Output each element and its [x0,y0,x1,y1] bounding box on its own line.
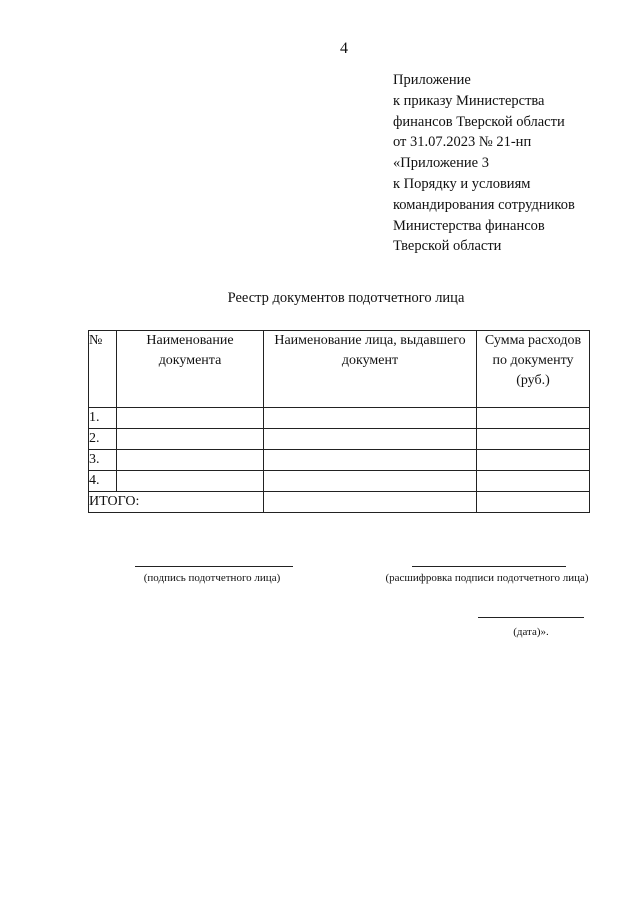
cell-amount [477,471,590,492]
cell-document-name [117,408,264,429]
appendix-line: Тверской области [393,238,502,255]
decryption-caption: (расшифровка подписи подотчетного лица) [385,572,589,584]
appendix-line: Министерства финансов [393,217,545,234]
table-row [89,429,590,450]
appendix-line: к Порядку и условиям [393,175,531,192]
cell-issuer-name [264,450,477,471]
row-number: 4. [89,471,117,492]
appendix-line: к приказу Министерства [393,92,545,109]
cell-issuer-name [264,471,477,492]
table-row [89,450,590,471]
decryption-line [412,566,566,567]
date-line [478,617,584,618]
signature-block [135,566,293,584]
table-header-row [89,331,590,408]
document-title: Реестр документов подотчетного лица [227,290,465,306]
table-total-row [89,492,590,513]
cell-document-name [117,450,264,471]
row-number: 3. [89,450,117,471]
cell-issuer-name [264,429,477,450]
decryption-block [376,566,598,584]
table-row [89,408,590,429]
header-amount: Сумма расходов по документу (руб.) [477,331,590,408]
cell-issuer-name [264,408,477,429]
appendix-line: командирования сотрудников [393,196,575,213]
signature-line [135,566,293,567]
cell-amount [477,450,590,471]
page-number: 4 [340,40,348,57]
cell-amount [477,408,590,429]
appendix-header [393,70,575,257]
date-caption: (дата)». [513,626,549,638]
table-row [89,471,590,492]
header-num: № [89,331,117,408]
cell-document-name [117,429,264,450]
total-label: ИТОГО: [89,492,264,513]
registry-table [88,330,590,513]
row-number: 1. [89,408,117,429]
date-block [478,617,584,638]
header-document-name: Наименование документа [117,331,264,408]
appendix-line: от 31.07.2023 № 21-нп [393,134,532,151]
appendix-line: Приложение [393,72,471,88]
appendix-line: «Приложение 3 [393,155,489,172]
cell-document-name [117,471,264,492]
cell-total-amount [477,492,590,513]
row-number: 2. [89,429,117,450]
cell-amount [477,429,590,450]
header-issuer-name: Наименование лица, выдавшего документ [264,331,477,408]
cell-total-issuer [264,492,477,513]
appendix-line: финансов Тверской области [393,113,565,130]
signature-caption: (подпись подотчетного лица) [143,572,281,584]
